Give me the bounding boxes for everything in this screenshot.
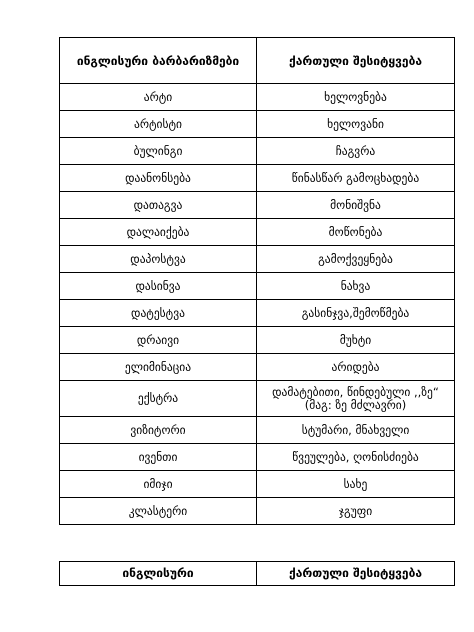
english-term: არტი <box>60 84 257 111</box>
georgian-equivalent: დამატებითი, წინდებული ,,ზე“ (მაგ: ზე მძლავრი) <box>257 381 455 417</box>
table-row <box>60 165 455 192</box>
english-term: დრაივი <box>60 327 257 354</box>
table-row <box>60 471 455 498</box>
georgian-equivalent: ხელოვნება <box>257 84 455 111</box>
column-header-georgian: ქართული შესიტყვება <box>257 562 455 586</box>
english-term: იმიჯი <box>60 471 257 498</box>
english-term: დათაგვა <box>60 192 257 219</box>
table-row <box>60 381 455 417</box>
english-term: ექსტრა <box>60 381 257 417</box>
table-row <box>60 273 455 300</box>
english-term: დაპოსტვა <box>60 246 257 273</box>
column-header-english: ინგლისური ბარბარიზმები <box>60 38 257 84</box>
table-row <box>60 192 455 219</box>
georgian-equivalent: წინასწარ გამოცხადება <box>257 165 455 192</box>
georgian-equivalent: ხელოვანი <box>257 111 455 138</box>
english-term: დაანონსება <box>60 165 257 192</box>
georgian-equivalent: მონიშვნა <box>257 192 455 219</box>
georgian-equivalent: ნახვა <box>257 273 455 300</box>
georgian-equivalent: გამოქვეყნება <box>257 246 455 273</box>
english-term: არტისტი <box>60 111 257 138</box>
english-term: დალაიქება <box>60 219 257 246</box>
table-row <box>60 84 455 111</box>
second-table <box>59 561 455 586</box>
table-header-row <box>60 38 455 84</box>
column-header-georgian: ქართული შესიტყვება <box>257 38 455 84</box>
table-row <box>60 138 455 165</box>
table-row <box>60 111 455 138</box>
georgian-equivalent: წვეულება, ღონისძიება <box>257 444 455 471</box>
georgian-equivalent: სახე <box>257 471 455 498</box>
table-row <box>60 300 455 327</box>
table-row <box>60 327 455 354</box>
column-header-english: ინგლისური <box>60 562 257 586</box>
georgian-equivalent: ჯგუფი <box>257 498 455 525</box>
georgian-equivalent: გასინჯვა,შემოწმება <box>257 300 455 327</box>
english-term: კლასტერი <box>60 498 257 525</box>
english-term: ელიმინაცია <box>60 354 257 381</box>
georgian-equivalent: მუხტი <box>257 327 455 354</box>
georgian-equivalent: სტუმარი, მნახველი <box>257 417 455 444</box>
english-term: ივენთი <box>60 444 257 471</box>
table-row <box>60 354 455 381</box>
table-header-row <box>60 562 455 586</box>
table-row <box>60 219 455 246</box>
english-term: დასინვა <box>60 273 257 300</box>
table-row <box>60 417 455 444</box>
table-row <box>60 498 455 525</box>
barbarisms-table <box>59 37 455 525</box>
georgian-equivalent: ჩაგვრა <box>257 138 455 165</box>
georgian-equivalent: არიდება <box>257 354 455 381</box>
table-row <box>60 246 455 273</box>
table-row <box>60 444 455 471</box>
georgian-equivalent: მოწონება <box>257 219 455 246</box>
english-term: ვიზიტორი <box>60 417 257 444</box>
english-term: დატესტვა <box>60 300 257 327</box>
english-term: ბულინგი <box>60 138 257 165</box>
